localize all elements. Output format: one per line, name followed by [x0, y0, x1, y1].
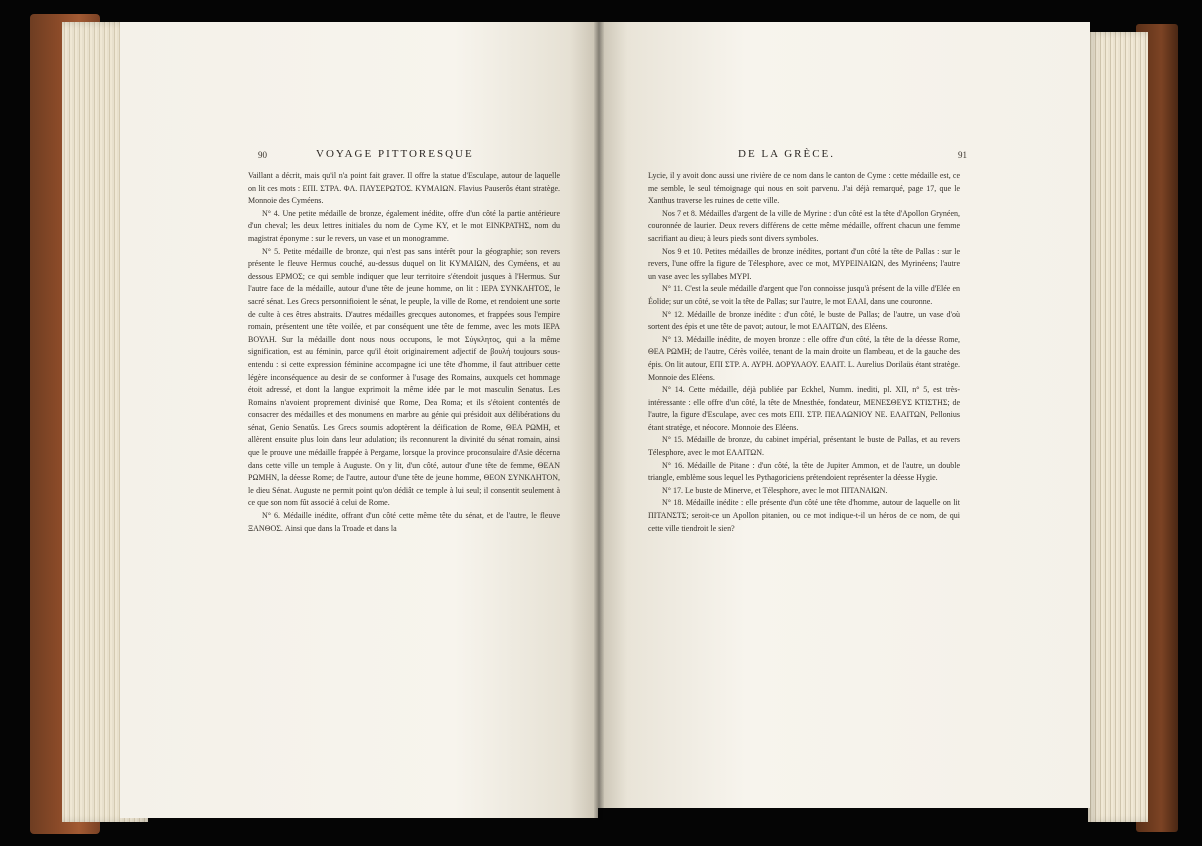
- right-page-number: 91: [958, 150, 967, 160]
- paragraph: N° 15. Médaille de bronze, du cabinet impérial, présentant le buste de Pallas, et au revers Télesphore, avec le mot ΕΛΑΙΤΩΝ.: [648, 435, 960, 458]
- paragraph: N° 12. Médaille de bronze inédite : d'un côté, le buste de Pallas; de l'autre, un vase d'où sortent des épis et une tête de pavot; autour, le mot ΕΛΑΙΤΩΝ, des Eléens.: [648, 309, 960, 332]
- paragraph: N° 5. Petite médaille de bronze, qui n'est pas sans intérêt pour la géographie; son revers présente le fleuve Hermus couché, au-dessus duquel on lit ΚΥΜΑΙΩΝ, des Cyméens, et au dessous ΕΡΜΟΣ; ce qui semble indiquer que leur territoire s'étendoit jusques à l'Hermus. Sur l'autre face de la médaille, autour d'une tête de jeune homme, on lit : ΙΕΡΑ ΣΥΝΚΛΗΤΟΣ, le sacré sénat. Les Grecs personnifioient le sénat, le peuple, la ville de Rome, et rendoient une sorte de culte à ces êtres abstraits. D'autres médailles grecques autonomes, et frappées sous l'empire romain, présentent une tête voilée, et par conséquent une tête de femme, avec les mots ΙΕΡΑ ΒΟΥΛΗ. Sur la médaille dont nous nous occupons, le mot Σύγκλητος, qui a la même signification, est au féminin, parce qu'il étoit originairement adjectif de βουλή toujours sous-entendu : si cette expression féminine accompagne ici une tête d'homme, il faut attribuer cette légère inconséquence au desir de se conformer à l'usage des Romains, auxquels cet hommage étoit adressé, et dont la langue exprimoit la même idée par le mot masculin Senatus. Les Romains n'avoient proprement divinisé que Rome, Dea Roma; et ils s'étoient contentés de consacrer des médailles et des monumens en marbre au génie qui présidoit aux délibérations du sénat, Genio Senatûs. Les Grecs soumis adoptèrent la déification de Rome, ΘΕΑ ΡΩΜΗ, et allèrent ensuite plus loin dans leur adulation; ils reconnurent la divinité du sénat romain, ainsi que le prouve une médaille frappée à Pergame, lorsque la province proconsulaire d'Asie décerna dans cette ville un temple à Auguste. On y lit, d'un côté, autour d'une tête de femme, ΘΕΑΝ ΡΩΜΗΝ, la déesse Rome; de l'autre, autour d'une tête de jeune homme, ΘΕΟΝ ΣΥΝΚΛΗΤΟΝ, le dieu Sénat. Auguste ne permit point qu'on dédiât ce temple à lui seul; il consentit seulement à ce que son nom fût associé à celui de Rome.: [248, 246, 560, 508]
- right-page-text: [648, 170, 960, 535]
- open-book: [20, 8, 1192, 838]
- paragraph: N° 18. Médaille inédite : elle présente d'un côté une tête d'homme, autour de laquelle on lit ΠΙΤΑΝΣΤΣ; seroit-ce un Apollon pitanien, ou ce mot indique-t-il un héros de ce nom, de qui cette ville tiendroit le sien?: [648, 498, 960, 533]
- paragraph: N° 16. Médaille de Pitane : d'un côté, la tête de Jupiter Ammon, et de l'autre, un double triangle, emblème sous lequel les Pythagoriciens prétendoient représenter la déesse Hygie.: [648, 460, 960, 483]
- left-running-head: VOYAGE PITTORESQUE: [316, 148, 474, 160]
- right-running-head: DE LA GRÈCE.: [738, 148, 836, 160]
- paragraph: Lycie, il y avoit donc aussi une rivière de ce nom dans le canton de Cyme : cette médaille est, ce me semble, le seul témoignage qui nous en soit parvenu. J'ai déjà remarqué, page 17, que le Xanthus traverse les ruines de cette ville.: [648, 171, 960, 206]
- paragraph: N° 17. Le buste de Minerve, et Télesphore, avec le mot ΠΙΤΑΝΑΙΩΝ.: [662, 485, 888, 495]
- paragraph: Vaillant a décrit, mais qu'il n'a point fait graver. Il offre la statue d'Esculape, autour de laquelle on lit ces mots : ΕΠΙ. ΣΤΡΑ. ΦΛ. ΠΑΥΣΕΡΩΤΟΣ. ΚΥΜΑΙΩΝ. Flavius Pauserôs étant stratège. Monnoie des Cyméens.: [248, 171, 560, 206]
- paragraph: N° 6. Médaille inédite, offrant d'un côté cette même tête du sénat, et de l'autre, le fleuve ΞΑΝΘΟΣ. Ainsi que dans la Troade et dans la: [248, 511, 560, 533]
- paragraph: N° 11. C'est la seule médaille d'argent que l'on connoisse jusqu'à présent de la ville d'Elée en Éolide; sur un côté, se voit la tête de Pallas; sur l'autre, le mot ΕΛΑΙ, dans une couronne.: [648, 284, 960, 306]
- left-page-number: 90: [258, 150, 267, 160]
- paragraph: Nos 7 et 8. Médailles d'argent de la ville de Myrine : d'un côté est la tête d'Apollon Grynéen, couronnée de laurier. Deux revers différens de cette même médaille, offrent chacun une femme sacrifiant au dieu; à leurs pieds sont divers symboles.: [648, 208, 960, 243]
- left-page-text: [248, 170, 560, 535]
- paragraph: N° 4. Une petite médaille de bronze, également inédite, offre d'un côté la partie antérieure d'un cheval; les deux lettres initiales du nom de Cyme ΚΥ, et le mot ΕΙΝΚΡΑΤΗΣ, nom du magistrat éponyme : sur le revers, un vase et un monogramme.: [248, 208, 560, 243]
- paragraph: Nos 9 et 10. Petites médailles de bronze inédites, portant d'un côté la tête de Pallas : sur le revers, l'une offre la figure de Télesphore, avec ce mot, ΜΥΡΕΙΝΑΙΩΝ, des Myrinéens; l'autre un vase avec les syllabes ΜΥΡΙ.: [648, 246, 960, 281]
- paragraph: N° 13. Médaille inédite, de moyen bronze : elle offre d'un côté, la tête de la déesse Rome, ΘΕΑ ΡΩΜΗ; de l'autre, Cérès voilée, tenant de la main droite un flambeau, et de la gauche des épis. On lit autour, ΕΠΙ ΣΤΡ. Α. ΑΥΡΗ. ΔΟΡΥΛΑΟΥ. ΕΛΑΙΤ. L. Aurelius Dorilaüs étant stratège. Monnoie des Eléens.: [648, 334, 960, 382]
- right-page-edges: [1088, 32, 1148, 822]
- paragraph: N° 14. Cette médaille, déjà publiée par Eckhel, Numm. inediti, pl. XII, n° 5, est très-intéressante : elle offre d'un côté, la tête de Mnesthée, fondateur, ΜΕΝΕΣΘΕΥΣ ΚΤΙΣΤΗΣ; de l'autre, la figure d'Esculape, avec ces mots ΕΠΙ. ΣΤΡ. ΠΕΛΛΩΝΙΟΥ ΝΕ. ΕΛΑΙΤΩΝ, Pellonius étant stratège, et néocore. Monnoie des Eléens.: [648, 385, 960, 432]
- book-gutter: [594, 20, 604, 820]
